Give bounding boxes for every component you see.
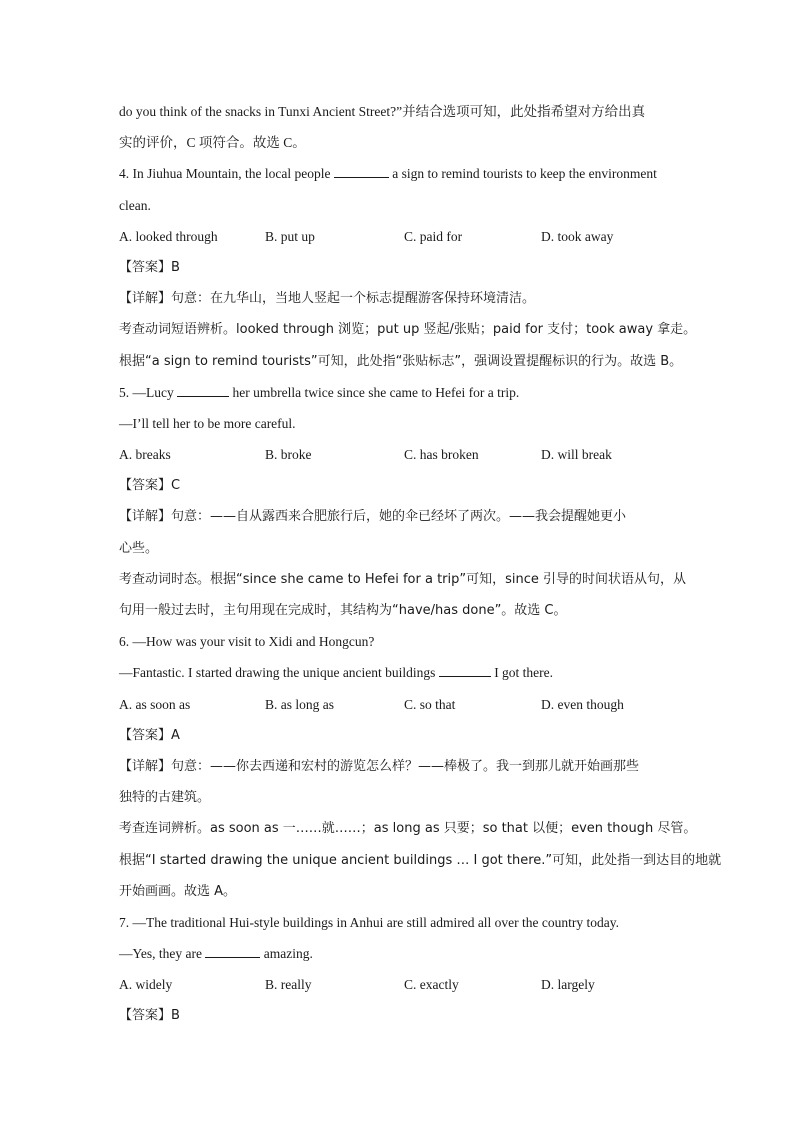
q5-blank: [177, 386, 229, 397]
q7-option-c: C. exactly: [404, 977, 459, 993]
q5-detail-1: 【详解】句意：——自从露西来合肥旅行后，她的伞已经坏了两次。——我会提醒她更小: [119, 509, 627, 525]
q6-detail-2: 独特的古建筑。: [119, 790, 211, 806]
q4-option-b: B. put up: [265, 228, 315, 244]
q4-option-a: A. looked through: [119, 228, 218, 244]
q6-blank: [439, 666, 491, 677]
q7-answer: 【答案】B: [119, 1008, 180, 1024]
q4-detail-1: 【详解】句意：在九华山，当地人竖起一个标志提醒游客保持环境清洁。: [119, 291, 536, 307]
q6-stem: [119, 657, 679, 688]
q4-detail-3: 根据“a sign to remind tourists”可知，此处指“张贴标志”，强调设置提醒标识的行为。故选 B。: [119, 353, 683, 369]
q4-stem-after: a sign to remind tourists to keep the environment: [388, 166, 657, 182]
q7-option-b: B. really: [265, 977, 312, 993]
q7-stem-line-1-text: 7. —The traditional Hui-style buildings in Anhui are still admired all over the country today.: [119, 914, 620, 930]
q6-stem-after: I got there.: [490, 665, 554, 681]
q4-answer: 【答案】B: [119, 259, 180, 275]
q6-detail-1: 【详解】句意：——你去西递和宏村的游览怎么样？——棒极了。我一到那儿就开始画那些: [119, 758, 640, 774]
q5-option-a: A. breaks: [119, 447, 171, 463]
q7-blank: [205, 947, 260, 958]
q4-option-d: D. took away: [541, 228, 614, 244]
q5-answer: 【答案】C: [119, 478, 181, 494]
q7-stem-line-1: [119, 907, 679, 938]
intro-text-2: 实的评价，C 项符合。故选 C。: [119, 135, 306, 151]
q5-stem-line-2-text: —I’ll tell her to be more careful.: [119, 415, 296, 431]
document-page: [119, 96, 722, 1032]
q5-option-b: B. broke: [265, 447, 312, 463]
q6-option-a: A. as soon as: [119, 696, 191, 712]
q6-answer: 【答案】A: [119, 727, 180, 743]
q5-option-d: D. will break: [541, 447, 612, 463]
q7-stem-before: —Yes, they are: [119, 946, 206, 962]
q6-detail-3: 考查连词辨析。as soon as 一……就……；as long as 只要；so that 以便；even though 尽管。: [119, 821, 697, 837]
q6-option-c: C. so that: [404, 696, 456, 712]
q4-stem-line-2: [119, 190, 679, 221]
intro-line-1: [119, 96, 679, 127]
q4-detail-2: 考查动词短语辨析。looked through 浏览；put up 竖起/张贴；paid for 支付；took away 拿走。: [119, 322, 697, 338]
q5-option-c: C. has broken: [404, 447, 479, 463]
q7-stem-after: amazing.: [260, 946, 313, 962]
q6-detail-4: 根据“I started drawing the unique ancient buildings … I got there.”可知，此处指一到达目的地就: [119, 852, 722, 868]
q5-stem: [119, 377, 679, 408]
q7-option-d: D. largely: [541, 977, 595, 993]
q5-stem-line-2: [119, 408, 679, 439]
q6-stem-line-1-text: 6. —How was your visit to Xidi and Hongcun?: [119, 634, 375, 650]
q7-stem: [119, 938, 679, 969]
q5-stem-after: her umbrella twice since she came to Hefei for a trip.: [229, 384, 520, 400]
intro-text-1: do you think of the snacks in Tunxi Ancient Street?”并结合选项可知，此处指希望对方给出真: [119, 104, 646, 119]
q4-blank: [334, 167, 389, 178]
q4-option-c: C. paid for: [404, 228, 463, 244]
q6-option-d: D. even though: [541, 696, 624, 712]
q5-detail-3: 考查动词时态。根据“since she came to Hefei for a trip”可知，since 引导的时间状语从句，从: [119, 571, 687, 587]
q6-detail-5: 开始画画。故选 A。: [119, 883, 237, 899]
q5-detail-4: 句用一般过去时，主句用现在完成时，其结构为“have/has done”。故选 C。: [119, 603, 567, 618]
q7-option-a: A. widely: [119, 977, 173, 993]
intro-line-2: [119, 127, 679, 158]
q6-options: [119, 689, 679, 720]
q6-stem-before: —Fantastic. I started drawing the unique ancient buildings: [119, 665, 439, 681]
q4-options: [119, 221, 679, 252]
q4-stem-line-2-text: clean.: [119, 197, 151, 213]
q5-options: [119, 439, 679, 470]
q5-detail-2: 心些。: [119, 540, 159, 556]
q6-option-b: B. as long as: [265, 696, 334, 712]
q5-stem-before: 5. —Lucy: [119, 384, 178, 400]
q7-options: [119, 969, 679, 1000]
q4-stem: [119, 158, 679, 189]
q6-stem-line-1: [119, 626, 679, 657]
q4-stem-before: 4. In Jiuhua Mountain, the local people: [119, 166, 334, 182]
